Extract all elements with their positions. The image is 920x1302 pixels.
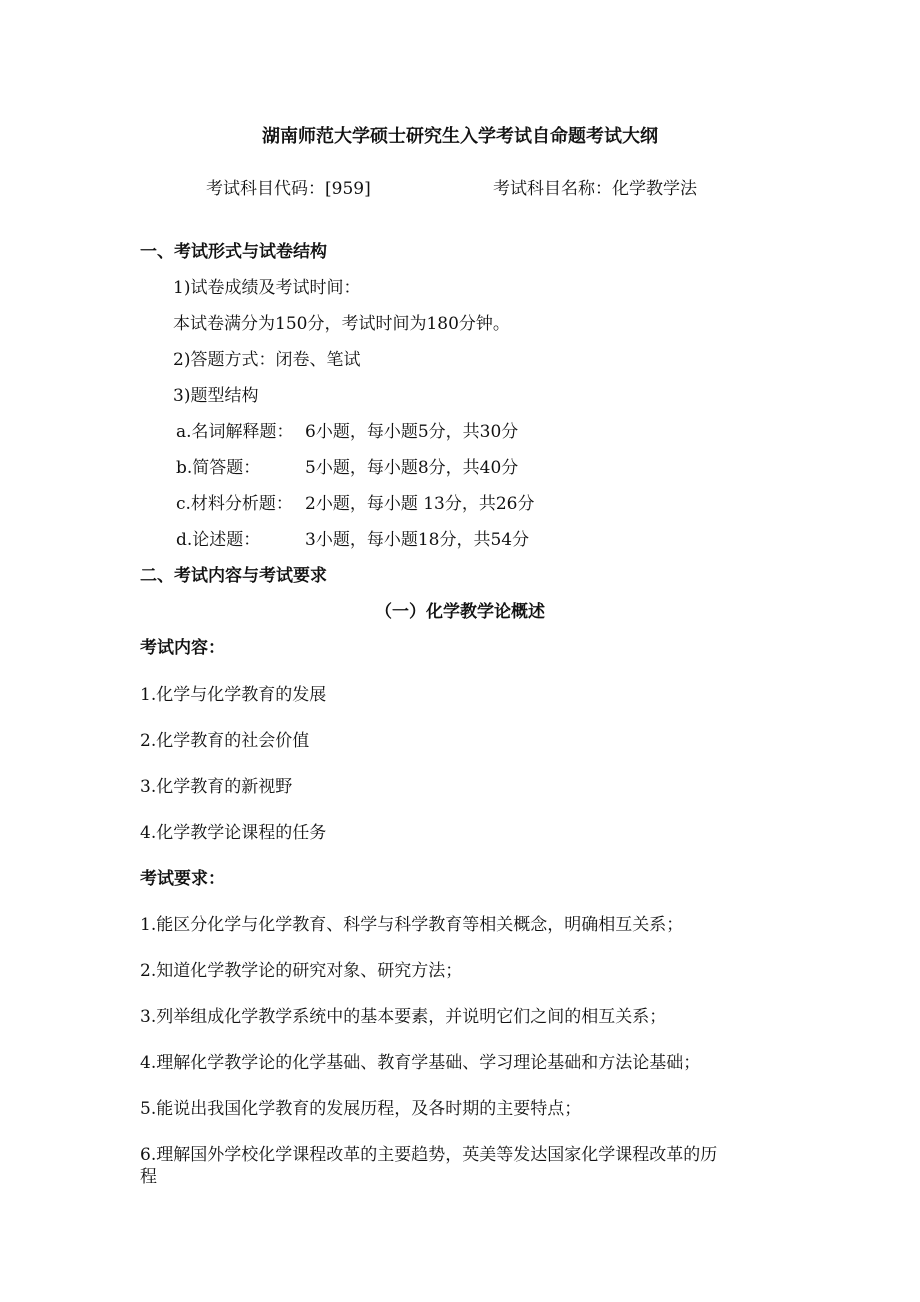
requirement-item: 5.能说出我国化学教育的发展历程，及各时期的主要特点； <box>140 1099 582 1119</box>
subject-code: 考试科目代码：[959] <box>206 179 371 199</box>
item-question-types: 3)题型结构 <box>173 386 259 406</box>
content-item: 4.化学教学论课程的任务 <box>140 823 327 843</box>
section-heading-1: 一、考试形式与试卷结构 <box>140 242 327 262</box>
requirement-item: 1.能区分化学与化学教育、科学与科学教育等相关概念，明确相互关系； <box>140 915 684 935</box>
type-detail: 3小题，每小题18分，共54分 <box>305 530 530 550</box>
type-label: d.论述题： <box>176 530 261 550</box>
type-label: b.简答题： <box>176 458 261 478</box>
item-answer-mode: 2)答题方式：闭卷、笔试 <box>173 350 361 370</box>
requirement-label: 考试要求： <box>140 869 225 889</box>
part-title: （一）化学教学论概述 <box>375 602 545 622</box>
requirement-item: 4.理解化学教学论的化学基础、教育学基础、学习理论基础和方法论基础； <box>140 1053 701 1073</box>
subject-name: 考试科目名称：化学教学法 <box>493 179 697 199</box>
type-label: a.名词解释题： <box>176 422 294 442</box>
item-score-time-text: 本试卷满分为150分，考试时间为180分钟。 <box>173 314 510 334</box>
requirement-item-continued: 程 <box>140 1167 157 1187</box>
content-item: 3.化学教育的新视野 <box>140 777 293 797</box>
content-label: 考试内容： <box>140 638 225 658</box>
requirement-item: 6.理解国外学校化学课程改革的主要趋势，英美等发达国家化学课程改革的历 <box>140 1145 718 1165</box>
content-item: 1.化学与化学教育的发展 <box>140 685 327 705</box>
type-detail: 6小题，每小题5分，共30分 <box>305 422 519 442</box>
requirement-item: 3.列举组成化学教学系统中的基本要素，并说明它们之间的相互关系； <box>140 1007 667 1027</box>
section-heading-2: 二、考试内容与考试要求 <box>140 566 327 586</box>
item-score-time: 1)试卷成绩及考试时间： <box>173 278 361 298</box>
type-detail: 5小题，每小题8分，共40分 <box>305 458 519 478</box>
content-item: 2.化学教育的社会价值 <box>140 731 310 751</box>
requirement-item: 2.知道化学教学论的研究对象、研究方法； <box>140 961 463 981</box>
type-label: c.材料分析题： <box>176 494 293 514</box>
type-detail: 2小题，每小题 13分，共26分 <box>305 494 535 514</box>
document-title: 湖南师范大学硕士研究生入学考试自命题考试大纲 <box>262 126 658 147</box>
